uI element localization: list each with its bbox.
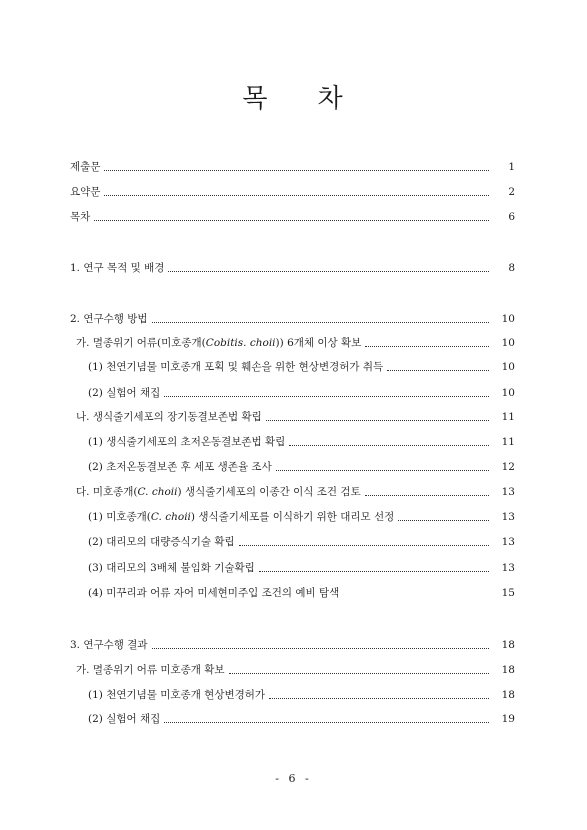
toc-entry[interactable] bbox=[88, 686, 515, 704]
toc-entry-page: 18 bbox=[501, 639, 515, 651]
toc-entry-page: 19 bbox=[501, 713, 515, 725]
toc-entry-page: 13 bbox=[501, 536, 515, 548]
toc-leader bbox=[365, 494, 489, 496]
toc-entry-page: 6 bbox=[508, 211, 515, 223]
toc-leader bbox=[266, 419, 489, 421]
toc-entry-page: 8 bbox=[508, 262, 515, 274]
toc-entry[interactable] bbox=[88, 384, 515, 402]
toc-entry-label: (1) 천연기념물 미호종개 현상변경허가 bbox=[88, 689, 266, 701]
toc-leader bbox=[387, 369, 489, 371]
toc-leader bbox=[289, 444, 489, 446]
toc-entry-label: (1) 천연기념물 미호종개 포획 및 훼손을 위한 현상변경허가 취득 bbox=[88, 361, 384, 373]
toc-entry-label: 3. 연구수행 결과 bbox=[70, 639, 148, 651]
toc-entry-label: 목차 bbox=[70, 211, 91, 223]
toc-entry-page: 10 bbox=[501, 387, 515, 399]
toc-entry-page: 10 bbox=[501, 361, 515, 373]
toc-entry[interactable] bbox=[70, 183, 515, 201]
toc-leader bbox=[168, 270, 489, 272]
toc-entry-label: 가. 멸종위기 어류 미호종개 확보 bbox=[76, 664, 225, 676]
toc-entry[interactable] bbox=[88, 508, 515, 526]
toc-entry-label: 다. 미호종개(C. choii) 생식줄기세포의 이종간 이식 조건 검토 bbox=[76, 486, 361, 498]
toc-entry[interactable] bbox=[70, 158, 515, 176]
title-char-left: 목 bbox=[242, 84, 270, 114]
toc-entry[interactable] bbox=[88, 584, 515, 602]
toc-leader bbox=[259, 570, 489, 572]
toc-leader bbox=[104, 169, 489, 171]
toc-leader bbox=[152, 321, 489, 323]
toc-leader bbox=[104, 194, 489, 196]
toc-entry[interactable] bbox=[76, 408, 515, 426]
toc-entry[interactable] bbox=[88, 559, 515, 577]
toc-entry-label: 나. 생식줄기세포의 장기동결보존법 확립 bbox=[76, 411, 262, 423]
toc-leader bbox=[276, 469, 489, 471]
toc-leader bbox=[164, 395, 489, 397]
toc-entry[interactable] bbox=[70, 310, 515, 328]
toc-leader bbox=[398, 519, 489, 521]
toc-entry-label: (3) 대리모의 3배체 불임화 기술확립 bbox=[88, 562, 255, 574]
toc-entry-label: (1) 미호종개(C. choii) 생식줄기세포를 이식하기 위한 대리모 선정 bbox=[88, 511, 395, 523]
toc-entry-page: 13 bbox=[501, 486, 515, 498]
toc-leader bbox=[269, 697, 489, 699]
toc-entry[interactable] bbox=[70, 636, 515, 654]
toc-leader bbox=[343, 596, 489, 597]
toc-leader bbox=[365, 345, 489, 347]
toc-entry-page: 11 bbox=[501, 436, 515, 448]
page-number-footer: - 6 - bbox=[275, 772, 312, 785]
toc-entry-label: 1. 연구 목적 및 배경 bbox=[70, 262, 165, 274]
toc-entry-label: 요약문 bbox=[70, 186, 101, 198]
toc-entry[interactable] bbox=[88, 358, 515, 376]
toc-entry-page: 12 bbox=[501, 461, 515, 473]
toc-entry-label: 2. 연구수행 방법 bbox=[70, 313, 148, 325]
toc-leader bbox=[229, 672, 489, 674]
toc-entry-label: (4) 미꾸리과 어류 자어 미세현미주입 조건의 예비 탐색 bbox=[88, 587, 340, 599]
toc-entry-page: 13 bbox=[501, 511, 515, 523]
toc-entry[interactable] bbox=[70, 259, 515, 277]
toc-leader bbox=[152, 647, 489, 649]
toc-entry-page: 18 bbox=[501, 664, 515, 676]
toc-entry[interactable] bbox=[88, 458, 515, 476]
toc-entry[interactable] bbox=[70, 208, 515, 226]
toc-entry-page: 2 bbox=[508, 186, 515, 198]
toc-entry-page: 11 bbox=[501, 411, 515, 423]
toc-entry-page: 18 bbox=[501, 689, 515, 701]
toc-entry-page: 10 bbox=[501, 313, 515, 325]
toc-entry-label: (2) 실험어 채집 bbox=[88, 713, 161, 725]
toc-entry-page: 10 bbox=[501, 337, 515, 349]
toc-entry[interactable] bbox=[76, 661, 515, 679]
toc-entry-label: (2) 대리모의 대량증식기술 확립 bbox=[88, 536, 235, 548]
toc-entry-page: 13 bbox=[501, 562, 515, 574]
toc-entry[interactable] bbox=[88, 710, 515, 728]
toc-entry-page: 15 bbox=[501, 587, 515, 599]
toc-entry-label: (2) 실험어 채집 bbox=[88, 387, 161, 399]
toc-entry[interactable] bbox=[88, 433, 515, 451]
toc-entry[interactable] bbox=[76, 483, 515, 501]
toc-entry-label: 가. 멸종위기 어류(미호종개(Cobitis. choii)) 6개체 이상 확보 bbox=[76, 337, 362, 349]
title-char-right: 차 bbox=[317, 84, 345, 114]
toc-entry-label: (1) 생식줄기세포의 초저온동결보존법 확립 bbox=[88, 436, 286, 448]
toc-leader bbox=[239, 544, 489, 546]
toc-entry-label: (2) 초저온동결보존 후 세포 생존율 조사 bbox=[88, 461, 272, 473]
toc-leader bbox=[164, 721, 489, 723]
toc-leader bbox=[94, 219, 489, 221]
toc-entry-page: 1 bbox=[508, 161, 515, 173]
toc-entry[interactable] bbox=[88, 533, 515, 551]
toc-entry-label: 제출문 bbox=[70, 161, 101, 173]
toc-entry[interactable] bbox=[76, 334, 515, 352]
